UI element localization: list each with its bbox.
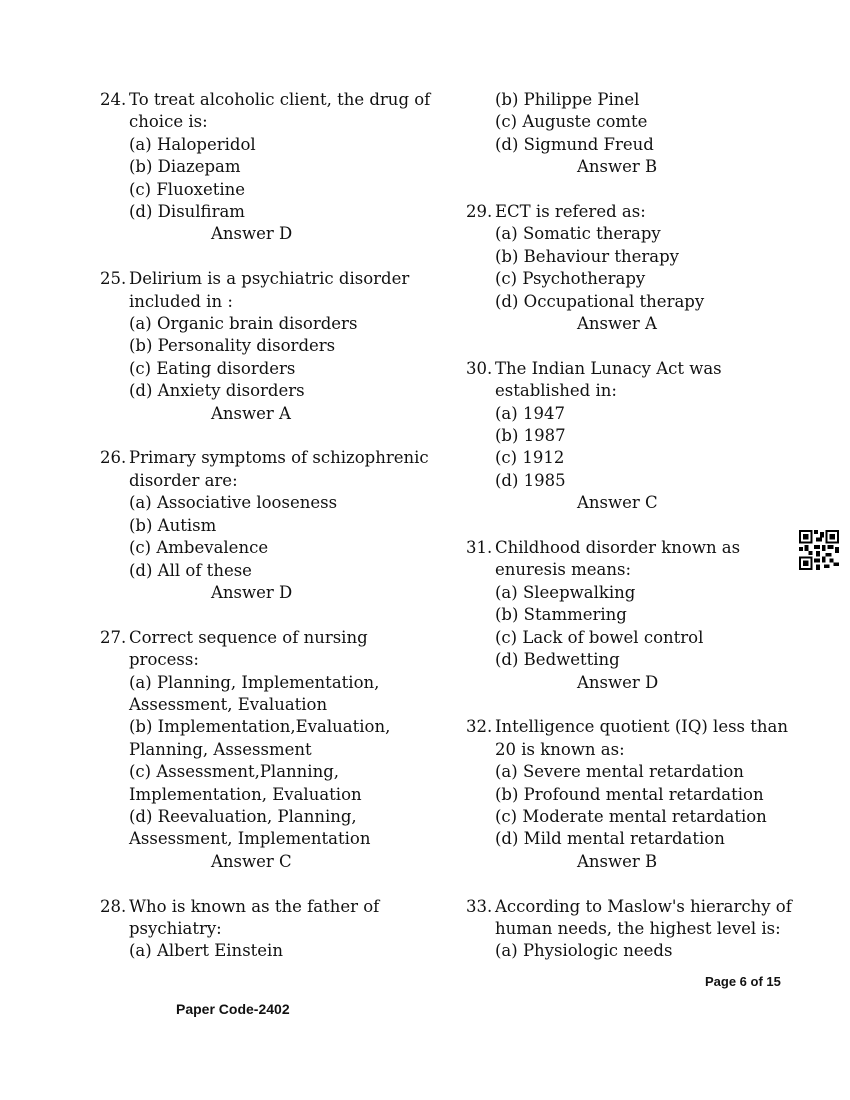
page-number: Page 6 of 15 bbox=[705, 974, 781, 989]
option: (c) Auguste comte bbox=[495, 112, 648, 132]
left-column bbox=[100, 89, 430, 985]
option: (c) Eating disorders bbox=[129, 358, 296, 378]
question-number: 33. bbox=[466, 896, 493, 916]
question-line: ECT is refered as: bbox=[495, 202, 646, 222]
question-block bbox=[466, 716, 796, 873]
qr-code-icon bbox=[799, 530, 839, 570]
option: (d) Mild mental retardation bbox=[495, 829, 725, 849]
question-number: 25. bbox=[100, 269, 127, 289]
option: (c) Lack of bowel control bbox=[495, 627, 704, 647]
question-block bbox=[100, 89, 430, 246]
question-block bbox=[100, 447, 430, 604]
question-block bbox=[466, 201, 796, 335]
option: (a) Somatic therapy bbox=[495, 224, 661, 244]
option: (b) Autism bbox=[129, 515, 217, 535]
option: (d) Occupational therapy bbox=[495, 291, 705, 311]
answer-label: Answer A bbox=[211, 403, 291, 423]
question-block bbox=[100, 627, 430, 873]
paper-code: Paper Code-2402 bbox=[176, 1001, 290, 1017]
option: (b) 1987 bbox=[495, 426, 566, 446]
question-block bbox=[100, 268, 430, 425]
question-text: choice is: bbox=[129, 112, 208, 132]
option: (b) Behaviour therapy bbox=[495, 246, 679, 266]
option: (a) Albert Einstein bbox=[129, 941, 283, 961]
answer-label: Answer D bbox=[211, 582, 293, 602]
answer-label: Answer A bbox=[577, 314, 657, 334]
option: (d) Disulfiram bbox=[129, 202, 245, 222]
option: (d) 1985 bbox=[495, 470, 566, 490]
question-text: process: bbox=[129, 650, 199, 670]
option: (d) Reevaluation, Planning, bbox=[129, 806, 357, 826]
question-text: included in : bbox=[129, 291, 233, 311]
question-number: 32. bbox=[466, 717, 493, 737]
question-line: Delirium is a psychiatric disorder bbox=[129, 269, 410, 289]
option: (a) Haloperidol bbox=[129, 134, 256, 154]
option: (b) Diazepam bbox=[129, 157, 241, 177]
question-text bbox=[100, 89, 430, 111]
option: (c) Assessment,Planning, bbox=[129, 762, 340, 782]
option: (a) 1947 bbox=[495, 403, 565, 423]
option: Assessment, Evaluation bbox=[129, 694, 328, 714]
answer-label: Answer B bbox=[577, 851, 658, 871]
question-line: The Indian Lunacy Act was bbox=[495, 358, 722, 378]
option: (c) Psychotherapy bbox=[495, 269, 646, 289]
question-line: Primary symptoms of schizophrenic bbox=[129, 448, 429, 468]
option: (b) Stammering bbox=[495, 605, 627, 625]
question-text: human needs, the highest level is: bbox=[495, 918, 781, 938]
question-text bbox=[100, 627, 430, 649]
question-text: enuresis means: bbox=[495, 560, 632, 580]
option: Planning, Assessment bbox=[129, 739, 312, 759]
option: (b) Personality disorders bbox=[129, 336, 336, 356]
option: Implementation, Evaluation bbox=[129, 784, 362, 804]
question-text bbox=[466, 716, 796, 738]
option: (d) Sigmund Freud bbox=[495, 134, 654, 154]
question-line: Who is known as the father of bbox=[129, 896, 380, 916]
question-text: established in: bbox=[495, 381, 617, 401]
question-line: According to Maslow's hierarchy of bbox=[495, 896, 792, 916]
right-column bbox=[466, 89, 796, 985]
question-28-continuation bbox=[466, 89, 796, 179]
question-text: disorder are: bbox=[129, 470, 238, 490]
question-number: 27. bbox=[100, 627, 127, 647]
question-block bbox=[466, 537, 796, 694]
option: (c) Moderate mental retardation bbox=[495, 806, 767, 826]
answer-label: Answer B bbox=[577, 157, 658, 177]
question-line: Childhood disorder known as bbox=[495, 538, 741, 558]
question-number: 31. bbox=[466, 538, 493, 558]
option: (a) Sleepwalking bbox=[495, 582, 636, 602]
question-text bbox=[100, 268, 430, 290]
question-block bbox=[466, 358, 796, 515]
option: (a) Planning, Implementation, bbox=[129, 672, 380, 692]
answer-label: Answer C bbox=[577, 493, 658, 513]
option: (a) Organic brain disorders bbox=[129, 314, 358, 334]
option: (d) Bedwetting bbox=[495, 650, 620, 670]
question-text bbox=[466, 896, 796, 918]
option: (a) Physiologic needs bbox=[495, 941, 673, 961]
question-number: 28. bbox=[100, 896, 127, 916]
question-line: To treat alcoholic client, the drug of bbox=[129, 90, 431, 109]
option: (c) Fluoxetine bbox=[129, 179, 246, 199]
option: (b) Philippe Pinel bbox=[495, 90, 640, 109]
option: (a) Severe mental retardation bbox=[495, 762, 744, 782]
question-text bbox=[466, 537, 796, 559]
question-text bbox=[100, 896, 430, 918]
question-number: 26. bbox=[100, 448, 127, 468]
option: (b) Implementation,Evaluation, bbox=[129, 717, 391, 737]
question-block bbox=[466, 896, 796, 963]
answer-label: Answer D bbox=[577, 672, 659, 692]
question-number: 24. bbox=[100, 90, 127, 109]
option: Assessment, Implementation bbox=[129, 829, 371, 849]
question-text bbox=[466, 358, 796, 380]
option: (a) Associative looseness bbox=[129, 493, 338, 513]
option: (c) 1912 bbox=[495, 448, 565, 468]
question-text bbox=[100, 447, 430, 469]
question-text: psychiatry: bbox=[129, 918, 222, 938]
question-number: 30. bbox=[466, 358, 493, 378]
option: (c) Ambevalence bbox=[129, 538, 269, 558]
question-block bbox=[100, 896, 430, 963]
answer-label: Answer C bbox=[211, 851, 292, 871]
option: (b) Profound mental retardation bbox=[495, 784, 764, 804]
question-number: 29. bbox=[466, 202, 493, 222]
option: (d) Anxiety disorders bbox=[129, 381, 305, 401]
option: (d) All of these bbox=[129, 560, 252, 580]
question-text bbox=[466, 201, 796, 223]
question-text: 20 is known as: bbox=[495, 739, 625, 759]
question-line: Correct sequence of nursing bbox=[129, 627, 368, 647]
answer-label: Answer D bbox=[211, 224, 293, 244]
question-line: Intelligence quotient (IQ) less than bbox=[495, 717, 788, 737]
